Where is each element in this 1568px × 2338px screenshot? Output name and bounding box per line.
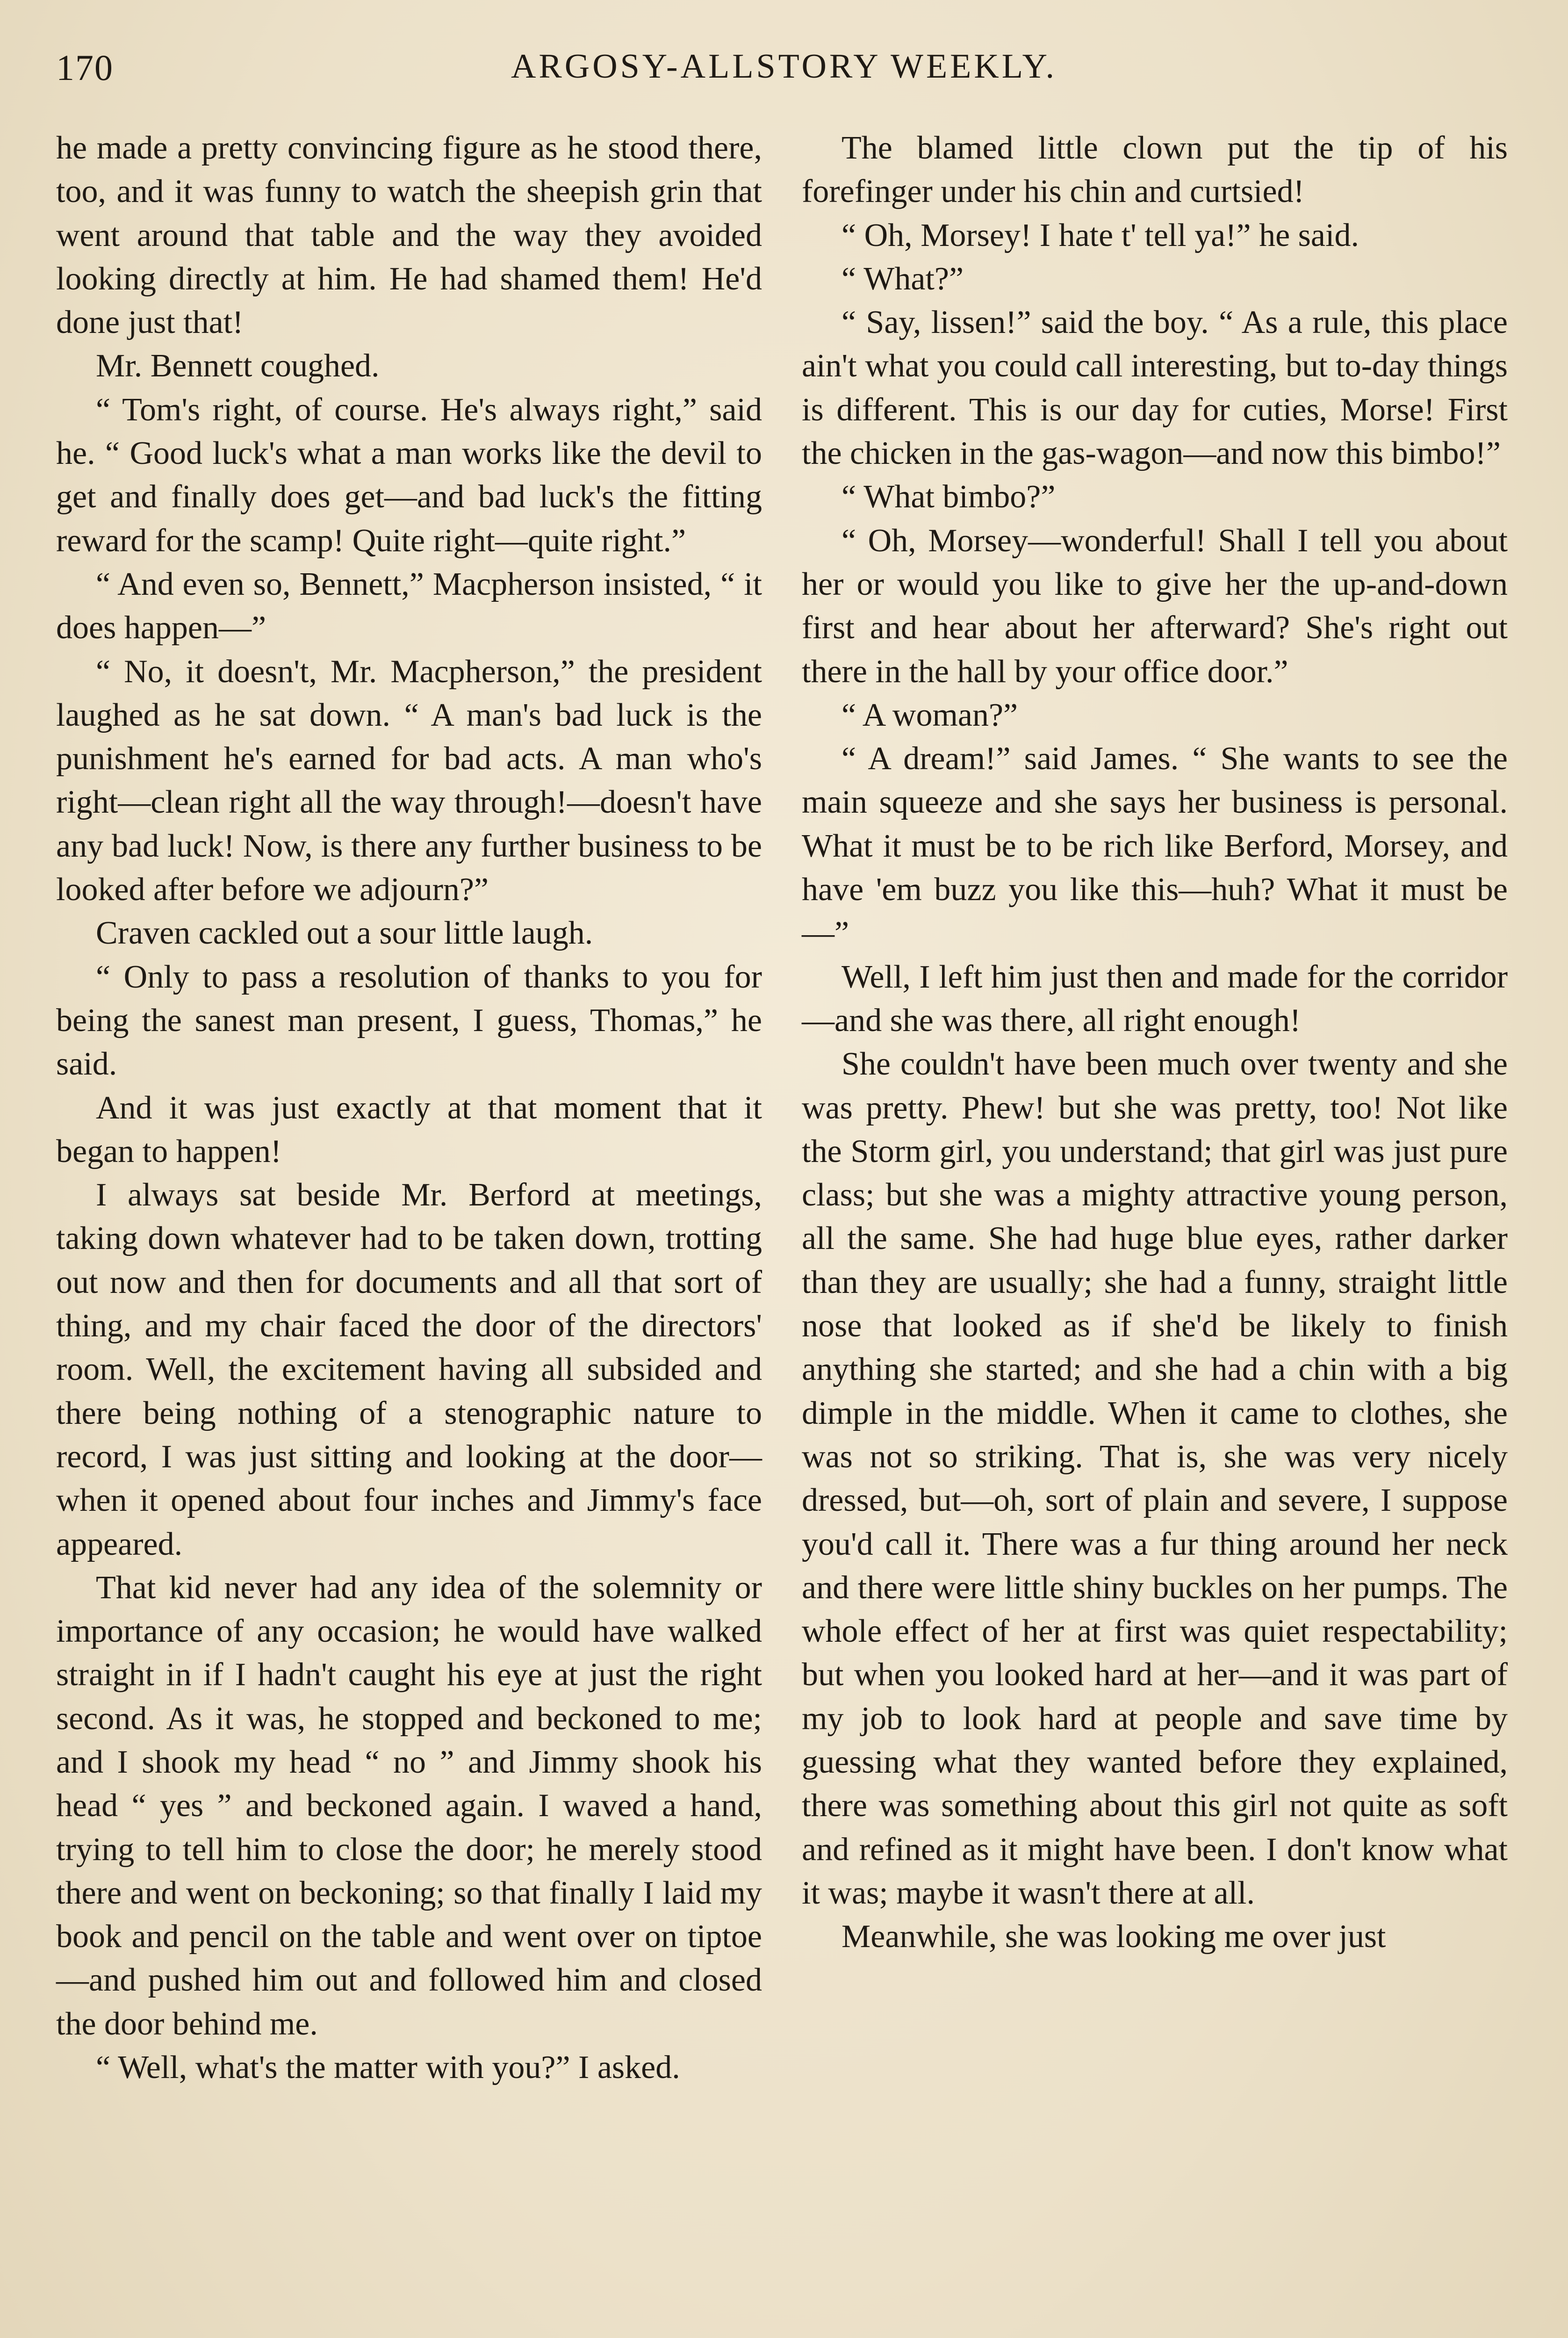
paragraph: “ Only to pass a resolution of thanks to you for being the sanest man present, I guess, Thomas,” he said. — [56, 959, 762, 1082]
paragraph: Craven cackled out a sour little laugh. — [96, 915, 593, 952]
paragraph: “ Oh, Morsey—wonderful! Shall I tell you about her or would you like to give her the up-and-down first and hear about her afterward? She's right out there in the hall by your office door.” — [802, 522, 1508, 690]
paragraph: That kid never had any idea of the solemnity or importance of any occasion; he would have walked straight in if I hadn't caught his eye at just the right second. As it was, he stopped and beckoned to me; and I shook my head “ no ” and Jimmy shook his head “ yes ” and beckoned again. I waved a hand, trying to tell him to close the door; he merely stood there and went on beckoning; so that finally I laid my book and pencil on the table and went over on tiptoe—and pushed him out and followed him and closed the door behind me. — [56, 1569, 762, 2042]
paragraph: She couldn't have been much over twenty and she was pretty. Phew! but she was pretty, too! Not like the Storm girl, you understand; that girl was just pure class; but she was a mighty attractive young person, all the same. She had huge blue eyes, rather darker than they are usually; she had a funny, straight little nose that looked as if she'd be likely to finish anything she started; and she had a chin with a big dimple in the middle. When it came to clothes, she was not so striking. That is, she was very nicely dressed, but—oh, sort of plain and severe, I suppose you'd call it. There was a fur thing around her neck and there were little shiny buckles on her pumps. The whole effect of her at first was quiet respectability; but when you looked hard at her—and it was part of my job to look hard at people and save time by guessing what they wanted before they explained, there was something about this girl not quite as soft and refined as it might have been. I don't know what it was; maybe it wasn't there at all. — [802, 1046, 1508, 1911]
paragraph: “ And even so, Bennett,” Macpherson insisted, “ it does happen—” — [56, 566, 762, 646]
paragraph: “ What?” — [842, 260, 964, 297]
paragraph: And it was just exactly at that moment that it began to happen! — [56, 1090, 762, 1169]
running-head: ARGOSY-ALLSTORY WEEKLY. — [511, 47, 1057, 86]
paragraph: “ Say, lissen!” said the boy. “ As a rule, this place ain't what you could call interesting, but to-day things is different. This is our day for cuties, Morse! First the chicken in the gas-wagon—and now this bimbo!” — [802, 304, 1508, 472]
paragraph: “ Well, what's the matter with you?” I asked. — [96, 2049, 680, 2086]
paragraph: “ Oh, Morsey! I hate t' tell ya!” he said. — [842, 217, 1359, 253]
paragraph: Meanwhile, she was looking me over just — [842, 1919, 1386, 1955]
paragraph: “ No, it doesn't, Mr. Macpherson,” the president laughed as he sat down. “ A man's bad luck is the punishment he's earned for bad acts. A man who's right—clean right all the way through!—doesn't have any bad luck! Now, is there any further business to be looked after before we adjourn?” — [56, 653, 762, 908]
page-header — [56, 42, 1512, 98]
right-column — [802, 126, 1508, 1958]
paragraph: he made a pretty convincing figure as he stood there, too, and it was funny to watch the sheepish grin that went around that table and the way they avoided looking directly at him. He had shamed them! He'd done just that! — [56, 130, 762, 341]
paragraph: Well, I left him just then and made for the corridor—and she was there, all right enough! — [802, 959, 1508, 1039]
paragraph: “ A dream!” said James. “ She wants to see the main squeeze and she says her business is personal. What it must be to be rich like Berford, Morsey, and have 'em buzz you like this—huh? What it must be—” — [802, 741, 1508, 952]
paragraph: “ What bimbo?” — [842, 479, 1056, 515]
paragraph: I always sat beside Mr. Berford at meetings, taking down whatever had to be taken down, trotting out now and then for documents and all that sort of thing, and my chair faced the door of the directors' room. Well, the excitement having all subsided and there being nothing of a stenographic nature to record, I was just sitting and looking at the door—when it opened about four inches and Jimmy's face appeared. — [56, 1177, 762, 1562]
paragraph: “ A woman?” — [842, 697, 1018, 733]
page-number: 170 — [56, 47, 114, 88]
left-column — [56, 126, 762, 2089]
paragraph: Mr. Bennett coughed. — [96, 348, 380, 384]
paragraph: “ Tom's right, of course. He's always right,” said he. “ Good luck's what a man works like the devil to get and finally does get—and bad luck's the fitting reward for the scamp! Quite right—quite right.” — [56, 391, 762, 559]
paragraph: The blamed little clown put the tip of his forefinger under his chin and curtsied! — [802, 130, 1508, 210]
